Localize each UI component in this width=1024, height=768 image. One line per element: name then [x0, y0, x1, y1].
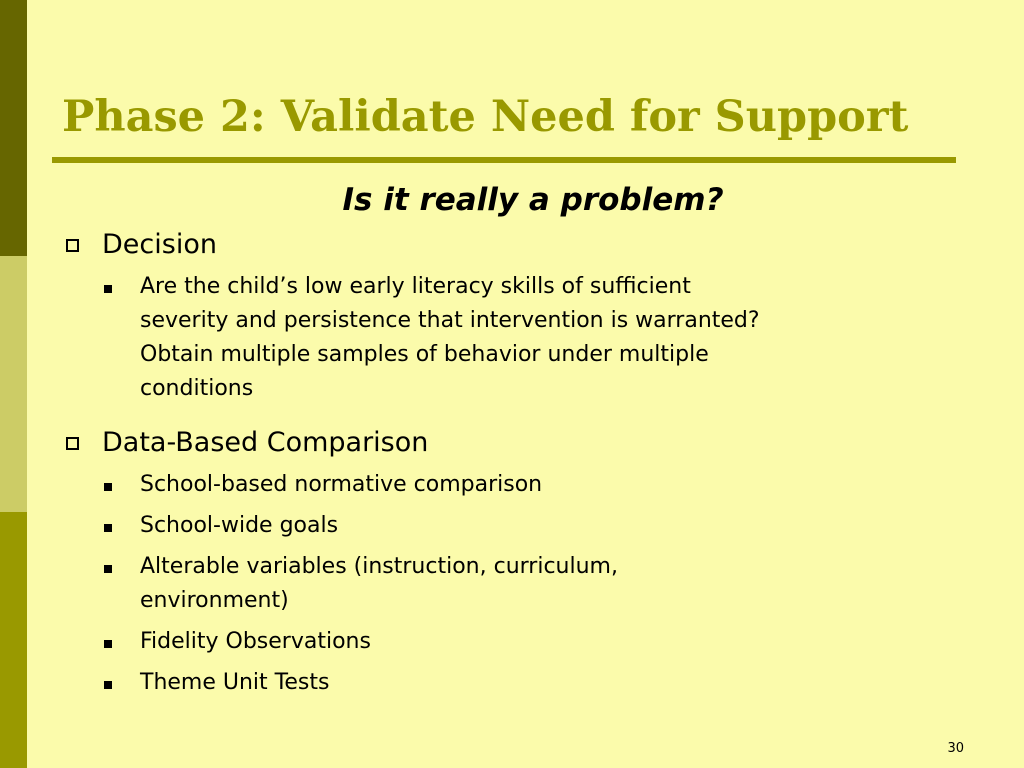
sub-bullet-line: conditions: [140, 376, 254, 401]
bullet-level1-data-based-comparison: [64, 425, 964, 461]
filled-square-bullet-icon: [104, 640, 112, 648]
filled-square-bullet-icon: [104, 524, 112, 532]
slide-subtitle: Is it really a problem?: [342, 182, 724, 218]
sub-bullet-line: School-wide goals: [140, 513, 339, 538]
sub-bullet-item: [64, 468, 964, 502]
sub-bullet-item: [64, 550, 964, 618]
sub-bullet-list: [64, 468, 964, 700]
sub-bullet-line: severity and persistence that intervention is warranted?: [140, 308, 760, 333]
sub-bullet-item: [64, 666, 964, 700]
title-underline: [52, 157, 956, 163]
sub-bullet-item: [64, 625, 964, 659]
sub-bullet-item: [64, 270, 964, 406]
sub-bullet-item: [64, 509, 964, 543]
hollow-square-bullet-icon: [66, 239, 79, 252]
sub-bullet-line: School-based normative comparison: [140, 472, 543, 497]
sub-bullet-list: [64, 270, 964, 406]
sub-bullet-line: Fidelity Observations: [140, 629, 371, 654]
hollow-square-bullet-icon: [66, 437, 79, 450]
bullet-level1-decision: [64, 227, 964, 263]
slide-content: [64, 227, 964, 707]
filled-square-bullet-icon: [104, 285, 112, 293]
slide-number: 30: [947, 741, 964, 756]
slide-title: Phase 2: Validate Need for Support: [62, 92, 909, 142]
bullet-heading: Decision: [102, 229, 217, 260]
side-bar-medium: [0, 512, 27, 768]
filled-square-bullet-icon: [104, 483, 112, 491]
side-bar-light: [0, 256, 27, 512]
sub-bullet-line: environment): [140, 588, 289, 613]
filled-square-bullet-icon: [104, 565, 112, 573]
sub-bullet-line: Are the child’s low early literacy skills of sufficient: [140, 274, 691, 299]
sub-bullet-line: Theme Unit Tests: [140, 670, 330, 695]
filled-square-bullet-icon: [104, 681, 112, 689]
sub-bullet-line: Alterable variables (instruction, curriculum,: [140, 554, 618, 579]
sub-bullet-line: Obtain multiple samples of behavior under multiple: [140, 342, 709, 367]
bullet-heading: Data-Based Comparison: [102, 427, 429, 458]
